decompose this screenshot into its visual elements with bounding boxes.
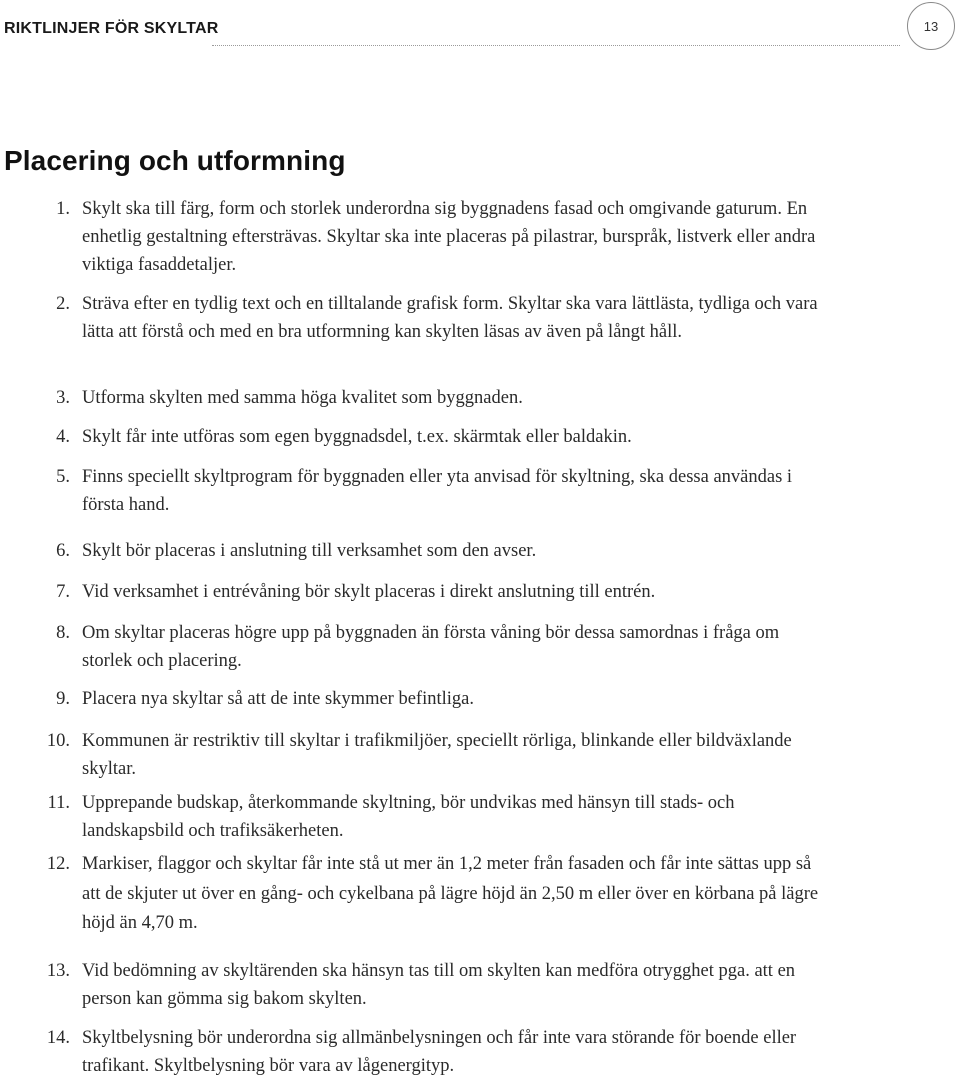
- section-title: Placering och utformning: [4, 145, 346, 176]
- item-text: Kommunen är restriktiv till skyltar i trafikmiljöer, speciellt rörliga, blinkande eller bildväxlande skyltar.: [82, 731, 792, 779]
- item-text: Skyltbelysning bör underordna sig allmänbelysningen och får inte vara störande för boende eller trafikant. Skyltbelysning bör vara av lågenergityp.: [82, 1028, 797, 1076]
- item-number: 5.: [56, 467, 70, 487]
- item-text: Placera nya skyltar så att de inte skymmer befintliga.: [82, 689, 474, 709]
- item-text: Skylt får inte utföras som egen byggnadsdel, t.ex. skärmtak eller baldakin.: [82, 427, 632, 447]
- item-text: Skylt ska till färg, form och storlek underordna sig byggnadens fasad och omgivande gaturum. En enhetlig gestaltning eftersträvas. Skyltar ska inte placeras på pilastrar, burspråk, listverk eller andra viktiga fasaddetaljer.: [82, 199, 816, 275]
- item-number: 11.: [47, 793, 70, 813]
- item-number: 1.: [56, 199, 70, 219]
- item-text: Utforma skylten med samma höga kvalitet som byggnaden.: [82, 388, 523, 408]
- item-number: 3.: [56, 388, 70, 408]
- item-text: Sträva efter en tydlig text och en tilltalande grafisk form. Skyltar ska vara lättlästa, tydliga och vara lätta att förstå och med en bra utformning kan skylten läsas av även på långt håll.: [82, 294, 818, 342]
- item-text: Om skyltar placeras högre upp på byggnaden än första våning bör dessa samordnas i fråga om storlek och placering.: [82, 623, 780, 671]
- header-divider: [212, 45, 900, 46]
- item-number: 12.: [46, 854, 70, 874]
- item-number: 14.: [46, 1028, 70, 1048]
- page-number-badge: 13: [907, 2, 955, 50]
- item-number: 10.: [46, 731, 70, 751]
- item-number: 8.: [56, 623, 70, 643]
- item-text: Skylt bör placeras i anslutning till verksamhet som den avser.: [82, 541, 537, 561]
- item-number: 2.: [56, 294, 70, 314]
- item-number: 4.: [56, 427, 70, 447]
- item-text: Markiser, flaggor och skyltar får inte stå ut mer än 1,2 meter från fasaden och får inte sättas upp så att de skjuter ut över en gång- och cykelbana på lägre höjd än 2,50 m eller över en körbana på lägre höjd än 4,70 m.: [82, 854, 819, 933]
- item-text: Vid verksamhet i entrévåning bör skylt placeras i direkt anslutning till entrén.: [82, 582, 656, 602]
- item-text: Finns speciellt skyltprogram för byggnaden eller yta anvisad för skyltning, ska dessa användas i första hand.: [82, 467, 793, 515]
- item-number: 13.: [46, 961, 70, 981]
- header-title: RIKTLINJER FÖR SKYLTAR: [4, 20, 219, 37]
- item-text: Upprepande budskap, återkommande skyltning, bör undvikas med hänsyn till stads- och landskapsbild och trafiksäkerheten.: [82, 793, 735, 841]
- item-number: 9.: [56, 689, 70, 709]
- item-number: 6.: [56, 541, 70, 561]
- item-text: Vid bedömning av skyltärenden ska hänsyn tas till om skylten kan medföra otrygghet pga. att en person kan gömma sig bakom skylten.: [82, 961, 796, 1009]
- item-number: 7.: [56, 582, 70, 602]
